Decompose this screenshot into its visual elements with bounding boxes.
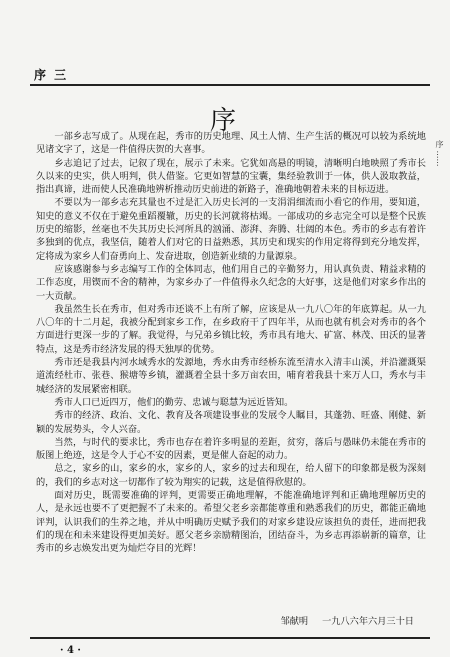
body-text <box>36 130 426 556</box>
signature-date: 一九八六年六月三十日 <box>322 616 414 627</box>
page-number: · 4 · <box>60 645 81 656</box>
paragraph: 一部乡志写成了。从现在起，秀市的历史地理、风土人情、生产生活的概况可以较为系统地见诸文字了，这是一件值得庆贺的大喜事。 <box>36 131 426 156</box>
paragraph: 应该感谢参与乡志编写工作的全体同志，他们用自己的辛勤努力，用认真负责、精益求精的工作态度，用锲而不舍的精神，为家乡办了一件值得永久纪念的大好事，这是他们对家乡作出的一大贡献。 <box>36 263 426 302</box>
paragraph: 秀市还是我县内河水域秀水的发源地，秀水由秀市经桥东流至清水入清丰山溪，并沿灌溉渠道流经杜市、张巷、猴塘等乡镇，灌溉着全县十多万亩农田，哺育着我县十来万人口，秀水与丰城经济的发展紧密相联。 <box>36 357 426 395</box>
paragraph: 当然，与时代的要求比，秀市也存在着许多明显的差距，贫穷，落后与愚昧仍未能在秀市的版图上绝迹，这是令人于心不安的因素，更是催人奋起的动力。 <box>36 436 426 462</box>
header-rule <box>30 84 430 86</box>
paragraph: 不要以为一部乡志充其量也不过是汇入历史长河的一支涓涓细流而小看它的作用，要知道，知史的意义不仅在于避免重蹈覆辙，历史的长河就将枯竭。一部成功的乡志完全可以是整个民族历史的缩影，丝毫也不失其历史长河所具的汹涌、澎湃、奔腾、壮阔的本色。秀市的乡志有着许多独到的优点，我坚信，随着人们对它的日益熟悉，其历史和现实的作用定将得到充分地发挥，定将成为家乡人们奋勇向上、发奋进取，创造新业绩的力量源泉。 <box>36 197 426 262</box>
paragraph: 总之，家乡的山，家乡的水，家乡的人，家乡的过去和现在，给人留下的印象都是极为深刻的，我们的乡志对这一切都作了较为翔实的记载，这是值得欣慰的。 <box>36 463 426 488</box>
paragraph: 我虽然生长在秀市，但对秀市还谈不上有所了解，应该是从一九八〇年的年底算起。从一九八〇年的十二月起，我被分配到家乡工作，在乡政府干了四年半，从而也就有机会对秀市的各个方面进行更深一步的了解。我觉得，与兄弟乡镇比较，秀市具有地大、矿富、林茂、田沃的显著特点，这是秀市经济发展的得天独厚的优势。 <box>36 303 426 355</box>
section-label: 序 三 <box>34 68 69 82</box>
margin-note: 序 …… <box>435 140 444 167</box>
paragraph: 秀市人口已近四万，他们的勤劳、忠诚与聪慧为远近皆知。 <box>54 396 294 408</box>
footer-rule <box>30 637 430 639</box>
signature-author: 邹献明 <box>280 616 309 627</box>
paragraph: 面对历史，既需要准确的评判，更需要正确地理解，不能准确地评判和正确地理解历史的人，是永远也要不了更把握不了未来的。希望父老乡亲都能尊重和熟悉我们的历史，都能正确地评判，认识我们的生养之地，并从中明确历史赋予我们的对家乡建设应该担负的责任，进而把我们的现在和未来建设得更加美好。愿父老乡亲励精图治，团结奋斗，为乡志再添崭新的篇章，让秀市的乡志焕发出更为灿烂夺目的光辉！ <box>36 490 426 555</box>
signature <box>267 613 414 627</box>
paragraph: 秀市的经济、政治、文化、教育及各项建设事业的发展令人瞩目，其蓬勃、旺盛、刚健、新颖的发展势头，令人兴奋。 <box>36 410 426 435</box>
paragraph: 乡志追记了过去，记叙了现在，展示了未来。它犹如高悬的明镜，清晰明白地映照了秀市长久以来的史实，供人明判，供人借鉴。它更如智慧的宝囊，集经验教训于一体，供人汲取教益，指出真谛，进而使人民准确地辨析推动历史前进的新路子，准确地朝着未来的目标迈进。 <box>36 157 426 196</box>
page-title: 序 <box>209 106 240 136</box>
